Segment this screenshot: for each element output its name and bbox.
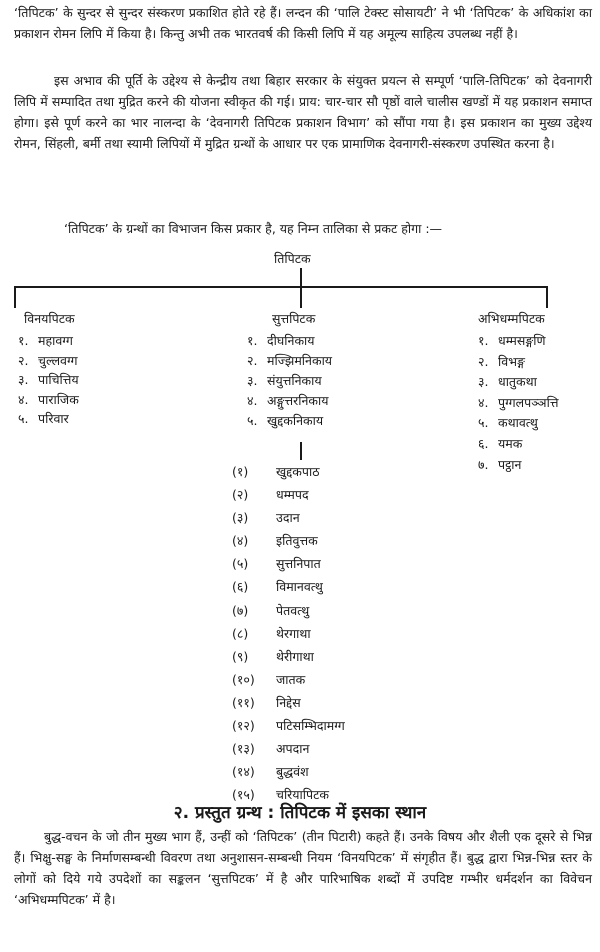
list-item: ५. परिवार bbox=[18, 411, 69, 426]
list-item: १. धम्मसङ्गणि bbox=[478, 333, 546, 348]
list-item: (१५) चरियापिटक bbox=[232, 787, 330, 803]
list-item: १. दीघनिकाय bbox=[247, 333, 315, 348]
khuddaka-nikaya-list bbox=[232, 460, 345, 806]
list-item: (८) थेरगाथा bbox=[232, 625, 311, 641]
list-item: ५. कथावत्थु bbox=[478, 415, 538, 431]
tree-horizontal-bar bbox=[14, 286, 548, 288]
paragraph-intro: ‘तिपिटक’ के सुन्दर से सुन्दर संस्करण प्रकाशित होते रहे हैं। लन्दन की ‘पालि टेक्स्ट सोसायटी’ ने भी ‘तिपिटक’ के अधिकांश का प्रकाशन रोमन लिपि में किया है। किन्तु अभी तक भारतवर्ष की किसी लिपि में यह अमूल्य साहित्य उपलब्ध नहीं है। bbox=[14, 5, 592, 41]
tree-khuddaka-stem bbox=[300, 442, 302, 460]
section-heading: २. प्रस्तुत ग्रन्थ : तिपिटक में इसका स्थान bbox=[173, 803, 427, 823]
list-item: (१३) अपदान bbox=[232, 741, 310, 757]
tree-branch-abhidhamma bbox=[546, 286, 548, 308]
vinaya-pitaka-title: विनयपिटक bbox=[24, 311, 75, 326]
list-item: (९) थेरीगाथा bbox=[232, 648, 314, 664]
tree-branch-vinaya bbox=[14, 286, 16, 308]
list-item: (३) उदान bbox=[232, 510, 300, 526]
sutta-pitaka-title: सुत्तपिटक bbox=[272, 311, 316, 326]
list-item: २. विभङ्ग bbox=[478, 353, 525, 369]
list-item: (१) खुद्दकपाठ bbox=[232, 464, 320, 479]
list-item: ५. खुद्दकनिकाय bbox=[247, 413, 324, 428]
list-item: ३. संयुत्तनिकाय bbox=[247, 373, 322, 388]
abhidhamma-pitaka-title: अभिधम्मपिटक bbox=[478, 311, 545, 326]
list-item: (७) पेतवत्थु bbox=[232, 602, 310, 618]
list-item: (४) इतिवुत्तक bbox=[232, 533, 318, 549]
list-item: ६. यमक bbox=[478, 435, 523, 451]
list-item: २. चुल्लवग्ग bbox=[18, 352, 78, 368]
list-item: (६) विमानवत्थु bbox=[232, 579, 323, 595]
list-item: (१४) बुद्धवंश bbox=[232, 764, 309, 780]
list-item: (१०) जातक bbox=[232, 671, 306, 687]
list-item: ३. पाचित्तिय bbox=[18, 372, 79, 387]
table-intro-line: ‘तिपिटक’ के ग्रन्थों का विभाजन किस प्रकार है, यह निम्न तालिका से प्रकट होगा :— bbox=[64, 221, 443, 236]
tree-root-stem bbox=[300, 268, 302, 286]
abhidhamma-pitaka-list bbox=[478, 331, 558, 475]
vinaya-pitaka-list bbox=[18, 331, 79, 429]
list-item: १. महावग्ग bbox=[18, 333, 73, 348]
list-item: २. मज्झिमनिकाय bbox=[247, 353, 333, 368]
sutta-pitaka-list bbox=[247, 331, 332, 431]
list-item: ७. पट्ठान bbox=[478, 456, 522, 472]
tree-root-label: तिपिटक bbox=[274, 251, 311, 266]
list-item: (२) धम्मपद bbox=[232, 487, 309, 503]
list-item: ३. धातुकथा bbox=[478, 374, 537, 390]
paragraph-section-body: बुद्ध-वचन के जो तीन मुख्य भाग हैं, उन्हीं को ‘तिपिटक’ (तीन पिटारी) कहते हैं। उनके विषय और शैली एक दूसरे से भिन्न हैं। भिक्षु-सङ्घ के निर्माणसम्बन्धी विवरण तथा अनुशासन-सम्बन्धी नियम ‘विनयपिटक’ में संगृहीत हैं। बुद्ध द्वारा भिन्न-भिन्न स्तर के लोगों को दिये गये उपदेशों का सङ्कलन ‘सुत्तपिटक’ में है और पारिभाषिक शब्दों में उपदिष्ट गम्भीर धर्मदर्शन का विवेचन ‘अभिधम्मपिटक’ में है। bbox=[14, 829, 592, 907]
tree-branch-sutta bbox=[300, 286, 302, 308]
list-item: ४. पाराजिक bbox=[18, 391, 79, 407]
list-item: (१२) पटिसम्भिदामग्ग bbox=[232, 718, 345, 734]
list-item: ४. पुग्गलपञ्ञत्ति bbox=[478, 394, 559, 410]
list-item: (५) सुत्तनिपात bbox=[232, 556, 321, 572]
list-item: (११) निद्देस bbox=[232, 694, 301, 710]
paragraph-devanagari-edition: इस अभाव की पूर्ति के उद्देश्य से केन्द्रीय तथा बिहार सरकार के संयुक्त प्रयत्न से सम्पूर्ण ‘पालि-तिपिटक’ को देवनागरी लिपि में सम्पादित तथा मुद्रित करने की योजना स्वीकृत की गई। प्राय: चार-चार सौ पृष्ठों वाले चालीस खण्डों में यह प्रकाशन समाप्त होगा। इसे पूर्ण करने का भार नालन्दा के ‘देवनागरी तिपिटक प्रकाशन विभाग’ को सौंपा गया है। इस प्रकाशन का मुख्य उद्देश्य रोमन, सिंहली, बर्मी तथा स्यामी लिपियों में मुद्रित ग्रन्थों के आधार पर एक प्रामाणिक देवनागरी-संस्करण उपस्थित करना है। bbox=[14, 73, 592, 151]
list-item: ४. अङ्गुत्तरनिकाय bbox=[247, 393, 329, 408]
